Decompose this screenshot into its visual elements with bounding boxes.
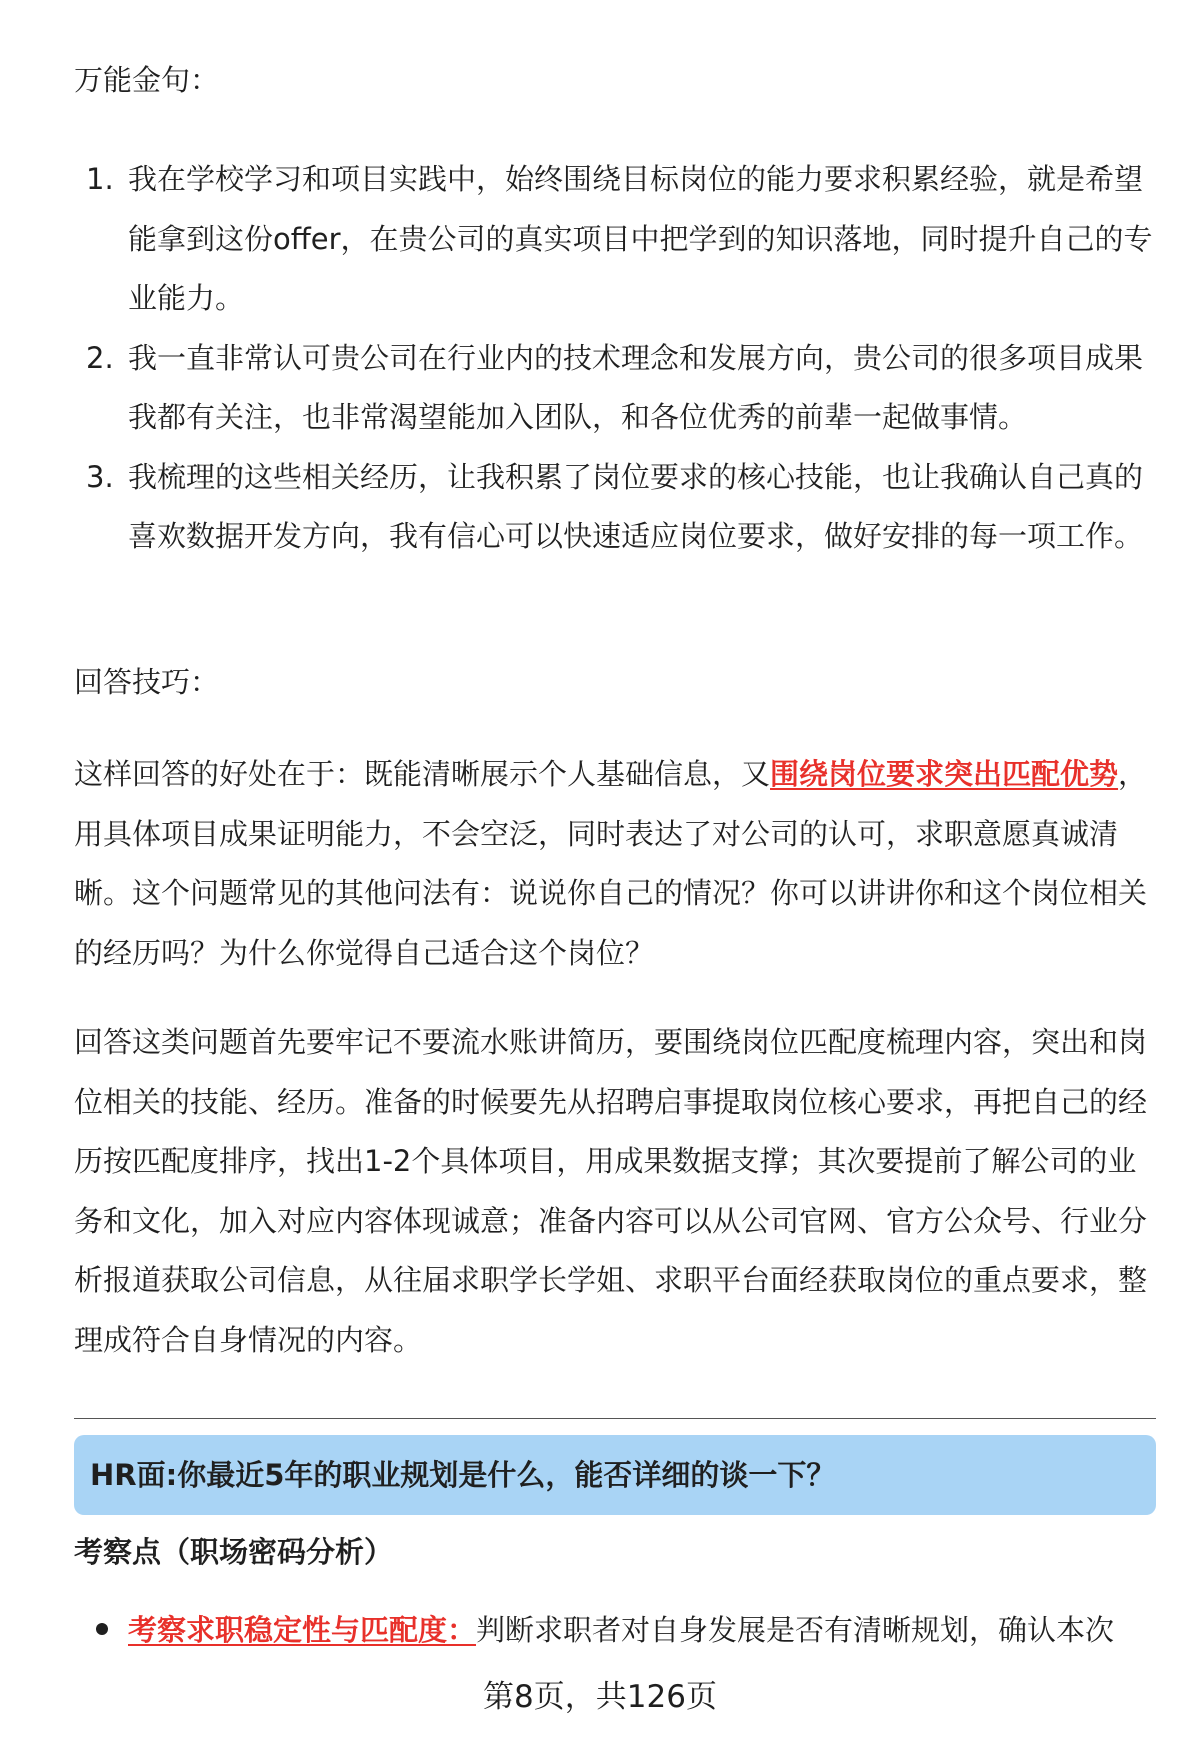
bullet-dot-icon [96, 1623, 108, 1635]
tips-paragraph-2: 回答这类问题首先要牢记不要流水账讲简历，要围绕岗位匹配度梳理内容，突出和岗位相关的技能、经历。准备的时候要先从招聘启事提取岗位核心要求，再把自己的经历按匹配度排序，找出1-2个具体项目，用成果数据支撑；其次要提前了解公司的业务和文化，加入对应内容体现诚意；准备内容可以从公司官网、官方公众号、行业分析报道获取公司信息，从往届求职学长学姐、求职平台面经获取岗位的重点要求，整理成符合自身情况的内容。 [74, 1025, 1148, 1357]
question-box [74, 1435, 1156, 1515]
list-item [74, 329, 1156, 448]
analysis-bullet [96, 1605, 1188, 1655]
phrases-list [74, 150, 1156, 567]
list-number: 2. [86, 340, 114, 375]
list-number: 3. [86, 459, 114, 494]
tips-text-after: ，用具体项目成果证明能力，不会空泛，同时表达了对公司的认可，求职意愿真诚清晰。这个问题常见的其他问法有：说说你自己的情况？你可以讲讲你和这个岗位相关的经历吗？为什么你觉得自己适合这个岗位？ [74, 757, 1148, 970]
list-item [74, 448, 1156, 567]
question-title: HR面:你最近5年的职业规划是什么，能否详细的谈一下？ [90, 1458, 836, 1492]
list-number: 1. [86, 162, 114, 196]
bullet-text: 判断求职者对自身发展是否有清晰规划，确认本次 [476, 1613, 1115, 1647]
section-label-phrases: 万能金句： [74, 63, 220, 97]
list-item-text: 我梳理的这些相关经历，让我积累了岗位要求的核心技能，也让我确认自己真的喜欢数据开发方向，我有信心可以快速适应岗位要求，做好安排的每一项工作。 [128, 459, 1144, 553]
bullet-highlight: 考察求职稳定性与匹配度： [128, 1613, 477, 1647]
list-item-text: 我在学校学习和项目实践中，始终围绕目标岗位的能力要求积累经验，就是希望能拿到这份offer，在贵公司的真实项目中把学到的知识落地，同时提升自己的专业能力。 [128, 162, 1153, 315]
page-number: 第8页，共126页 [483, 1679, 717, 1715]
tips-paragraph-1 [74, 745, 1156, 983]
list-item-text: 我一直非常认可贵公司在行业内的技术理念和发展方向，贵公司的很多项目成果我都有关注，也非常渴望能加入团队，和各位优秀的前辈一起做事情。 [128, 340, 1144, 434]
analysis-heading: 考察点（职场密码分析） [74, 1535, 394, 1569]
section-label-tips: 回答技巧： [74, 665, 220, 699]
tips-text-before: 这样回答的好处在于：既能清晰展示个人基础信息，又 [74, 757, 771, 791]
section-divider [74, 1418, 1156, 1419]
list-item [74, 150, 1156, 329]
tips-highlight: 围绕岗位要求突出匹配优势 [770, 757, 1119, 791]
